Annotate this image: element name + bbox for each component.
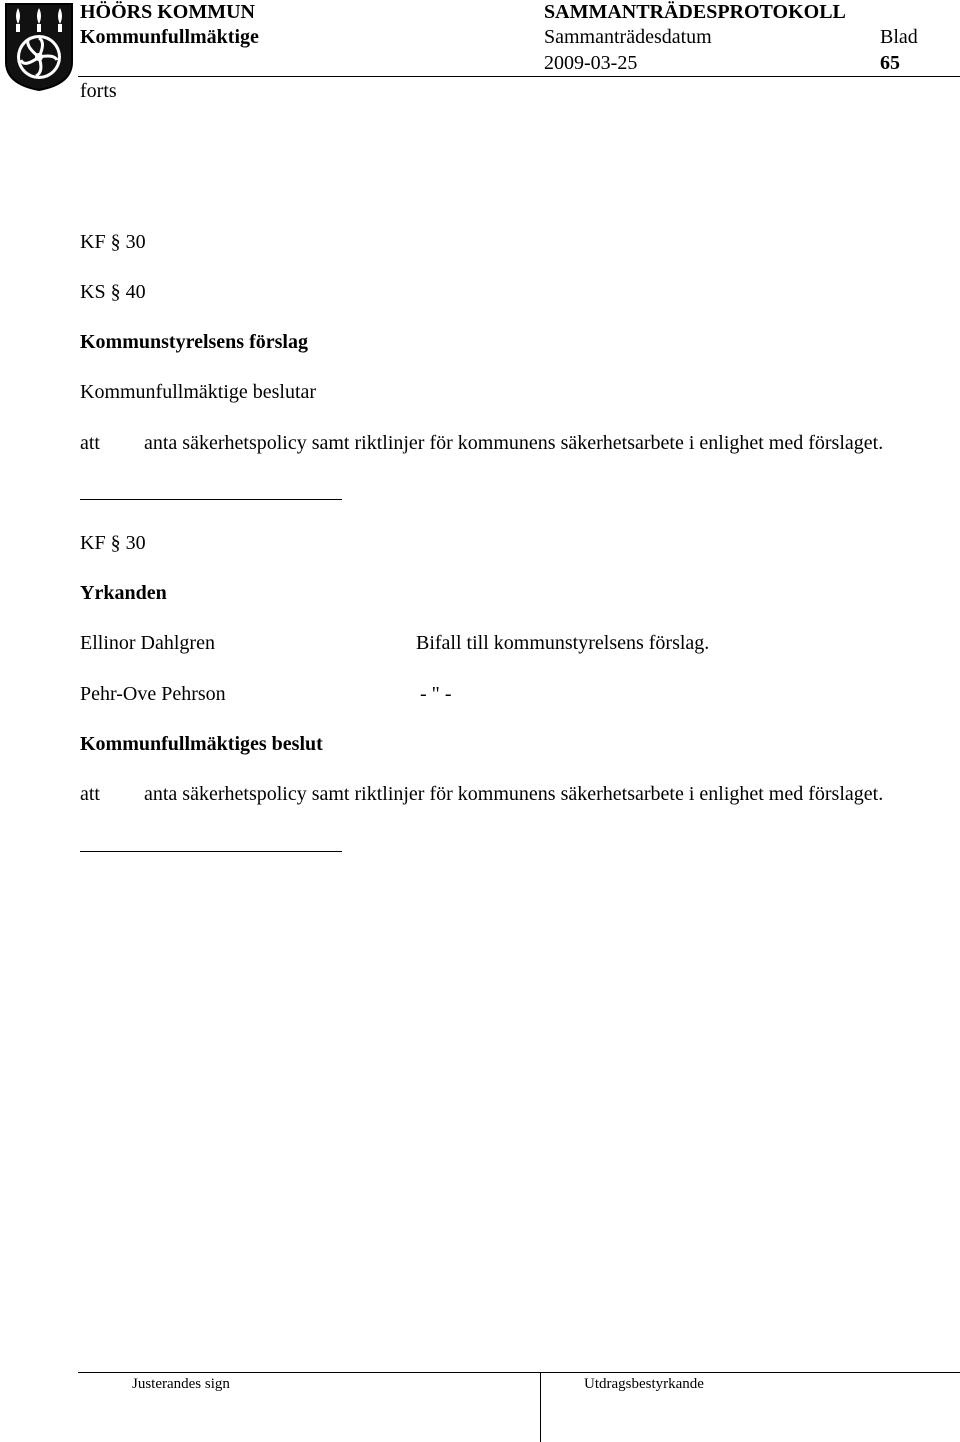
att-label: att [80, 432, 100, 454]
footer-divider [78, 1372, 960, 1373]
forts-label: forts [80, 80, 117, 102]
coat-of-arms-logo [4, 2, 74, 92]
date-label: Sammanträdesdatum [544, 26, 712, 48]
justerandes-sign-label: Justerandes sign [132, 1376, 230, 1392]
kf-paragraph-ref: KF § 30 [80, 532, 146, 554]
proposer-name: Pehr-Ove Pehrson [80, 683, 226, 705]
utdragsbestyrkande-label: Utdragsbestyrkande [584, 1376, 704, 1392]
page-label: Blad [880, 26, 918, 48]
body-name: Kommunfullmäktige [80, 26, 259, 48]
page-number: 65 [880, 52, 900, 74]
decides-line: Kommunfullmäktige beslutar [80, 381, 317, 403]
kf-paragraph-ref: KF § 30 [80, 231, 146, 253]
ks-paragraph-ref: KS § 40 [80, 281, 146, 303]
header-divider [78, 76, 960, 77]
att-text: anta säkerhetspolicy samt riktlinjer för kommunens säkerhetsarbete i enlighet med förslaget. [144, 783, 884, 805]
att-text: anta säkerhetspolicy samt riktlinjer för kommunens säkerhetsarbete i enlighet med förslaget. [144, 432, 884, 454]
footer-column-divider [540, 1372, 541, 1442]
decision-heading: Kommunfullmäktiges beslut [80, 733, 323, 755]
document-type: SAMMANTRÄDESPROTOKOLL [544, 1, 846, 23]
proposal-text: - " - [420, 683, 452, 705]
section-heading: Kommunstyrelsens förslag [80, 331, 308, 353]
municipality-name: HÖÖRS KOMMUN [80, 1, 255, 23]
meeting-date: 2009-03-25 [544, 52, 638, 74]
coat-of-arms-icon [4, 2, 74, 92]
att-label: att [80, 783, 100, 805]
proposer-name: Ellinor Dahlgren [80, 632, 215, 654]
section-heading: Yrkanden [80, 582, 167, 604]
section-divider [80, 851, 342, 852]
proposal-text: Bifall till kommunstyrelsens förslag. [416, 632, 710, 654]
section-divider [80, 499, 342, 500]
